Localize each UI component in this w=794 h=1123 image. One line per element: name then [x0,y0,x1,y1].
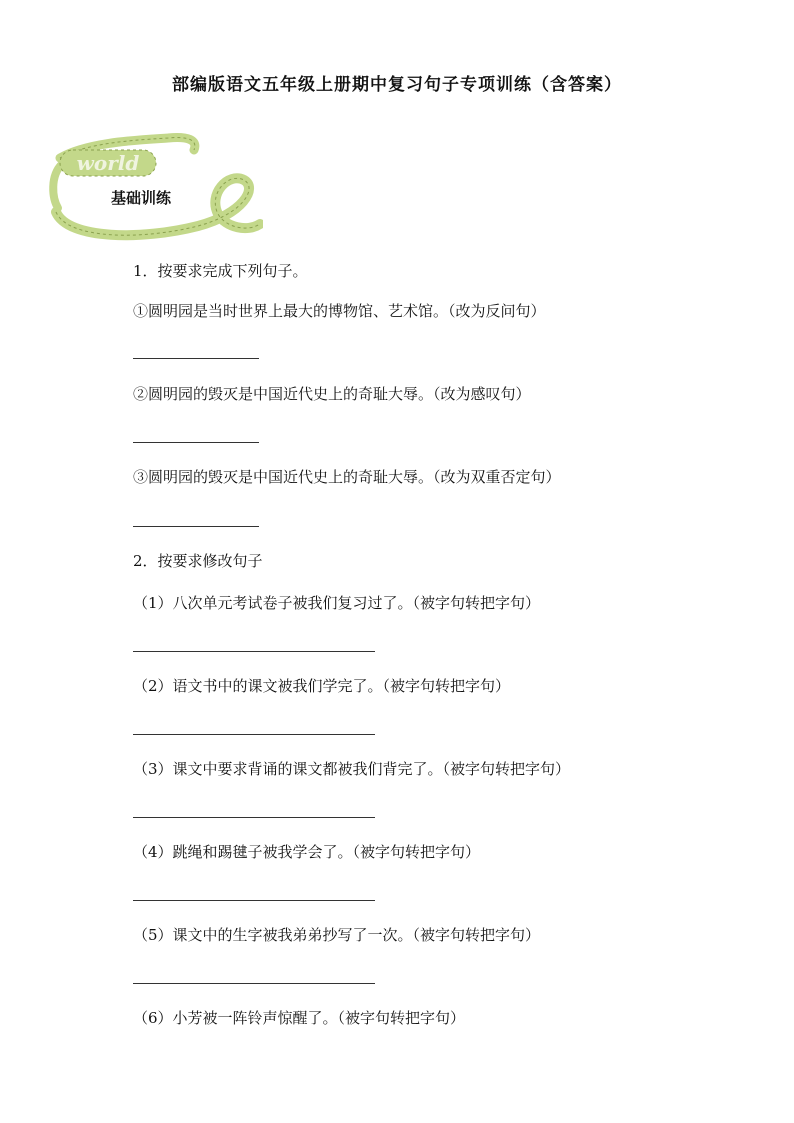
ribbon-decoration-icon [48,128,263,244]
banner-script-word: world [76,151,140,175]
section-title: 基础训练 [111,189,172,207]
answer-blank[interactable] [133,526,259,527]
answer-blank[interactable] [133,900,375,901]
answer-blank[interactable] [133,442,259,443]
answer-blank[interactable] [133,734,375,735]
question-2-item: （4）跳绳和踢毽子被我学会了。（被字句转把字句） [133,843,481,861]
section-banner [48,128,263,244]
answer-blank[interactable] [133,817,375,818]
question-2-heading: 2．按要求修改句子 [133,552,263,570]
question-2-item: （2）语文书中的课文被我们学完了。（被字句转把字句） [133,677,511,695]
document-title: 部编版语文五年级上册期中复习句子专项训练（含答案） [172,75,622,95]
question-1-item: ③圆明园的毁灭是中国近代史上的奇耻大辱。（改为双重否定句） [133,468,561,486]
question-2-item: （6）小芳被一阵铃声惊醒了。（被字句转把字句） [133,1009,466,1027]
answer-blank[interactable] [133,651,375,652]
question-1-item: ①圆明园是当时世界上最大的博物馆、艺术馆。（改为反问句） [133,302,546,320]
question-2-item: （3）课文中要求背诵的课文都被我们背完了。（被字句转把字句） [133,760,571,778]
question-1-heading: 1．按要求完成下列句子。 [133,262,308,280]
question-1-item: ②圆明园的毁灭是中国近代史上的奇耻大辱。（改为感叹句） [133,385,531,403]
question-2-item: （5）课文中的生字被我弟弟抄写了一次。（被字句转把字句） [133,926,541,944]
answer-blank[interactable] [133,358,259,359]
answer-blank[interactable] [133,983,375,984]
question-2-item: （1）八次单元考试卷子被我们复习过了。（被字句转把字句） [133,594,541,612]
